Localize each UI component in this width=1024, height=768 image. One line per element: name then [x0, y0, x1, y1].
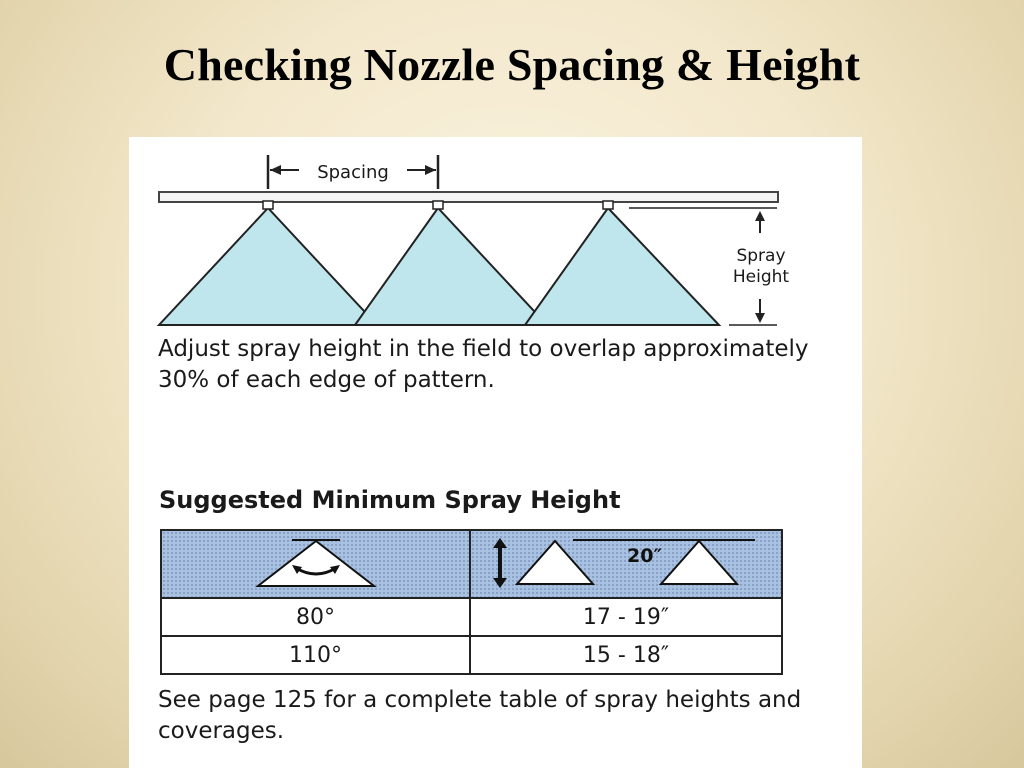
spray-height-header-cell: [470, 530, 782, 598]
height-cell: 17 - 19″: [470, 598, 782, 636]
spray-height-table: [160, 529, 783, 675]
overlap-note: Adjust spray height in the field to overlap approximately 30% of each edge of pattern.: [158, 336, 809, 393]
spacing-dimension: [268, 155, 438, 189]
nozzle-spacing-diagram: [129, 137, 862, 337]
height-20-label: 20″: [627, 545, 662, 567]
nozzle: [263, 201, 273, 209]
spacing-label: Spacing: [317, 162, 389, 183]
spray-height-label-line1: Spray: [736, 246, 786, 266]
angle-cell: 110°: [161, 636, 470, 674]
table-header-row: [161, 530, 782, 598]
spray-height-icon: [491, 534, 761, 594]
slide-title: Checking Nozzle Spacing & Height: [163, 39, 861, 90]
height-cell: 15 - 18″: [470, 636, 782, 674]
footnote: See page 125 for a complete table of spray heights and coverages.: [158, 687, 802, 744]
spray-angle-header-cell: [161, 530, 470, 598]
table-row: [161, 598, 782, 636]
nozzle: [433, 201, 443, 209]
spray-angle-icon: [246, 534, 386, 594]
boom-pipe: [159, 192, 778, 202]
spray-cone: [159, 208, 377, 325]
spray-cone: [355, 208, 547, 325]
nozzle: [603, 201, 613, 209]
spray-patterns: [159, 208, 719, 325]
angle-cell: 80°: [161, 598, 470, 636]
nozzle-figure-panel: [129, 137, 862, 768]
table-heading: Suggested Minimum Spray Height: [159, 486, 621, 514]
spray-height-label-line2: Height: [732, 267, 790, 287]
table-row: [161, 636, 782, 674]
spray-cone: [525, 208, 719, 325]
